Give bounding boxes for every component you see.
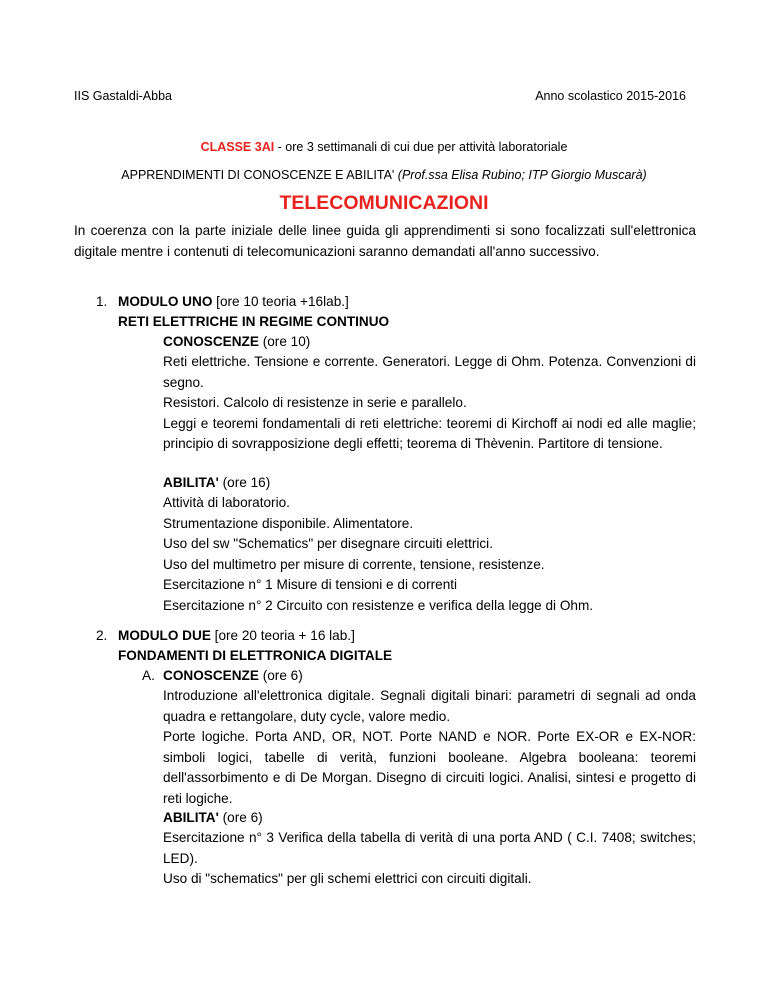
- module-1-name: MODULO UNO: [118, 294, 213, 309]
- module-2-abilita-hours: (ore 6): [218, 810, 263, 825]
- content-line: Uso di "schematics" per gli schemi elettrici con circuiti digitali.: [163, 871, 532, 886]
- content-line: Strumentazione disponibile. Alimentatore.: [163, 515, 414, 531]
- subtitle: [0, 165, 768, 186]
- module-1-conoscenze-heading: [163, 332, 310, 353]
- module-1-heading: [118, 292, 349, 313]
- module-1-number: 1.: [96, 294, 108, 309]
- module-2-hours: [ore 20 teoria + 16 lab.]: [210, 628, 355, 643]
- content-line: Uso del sw "Schematics" per disegnare circuiti elettrici.: [163, 536, 493, 551]
- class-name: CLASSE 3AI: [200, 140, 275, 154]
- module-1-conoscenze-label: CONOSCENZE: [163, 334, 259, 349]
- module-2-name: MODULO DUE: [118, 628, 211, 643]
- module-1-hours: [ore 10 teoria +16lab.]: [212, 294, 349, 309]
- content-line: Introduzione all'elettronica digitale. Segnali digitali binari: parametri di segnali ad onda quadra e rettangolare, duty cycle, valore medio.: [163, 688, 696, 724]
- school-year: Anno scolastico 2015-2016: [535, 89, 686, 103]
- module-2-conoscenze-heading: [163, 666, 303, 687]
- page-title: TELECOMUNICAZIONI: [279, 192, 489, 214]
- module-2-heading: [118, 626, 355, 647]
- intro-paragraph: In coerenza con la parte iniziale delle linee guida gli apprendimenti si sono focalizzati sull'elettronica digitale mentre i contenuti di telecomunicazioni saranno demandati all'anno successivo.: [74, 223, 696, 259]
- module-2-abilita-content: [163, 828, 696, 890]
- module-2-conoscenze-content: [163, 686, 696, 809]
- class-hours: - ore 3 settimanali di cui due per attività laboratoriale: [274, 140, 568, 154]
- module-2-abilita-label: ABILITA': [163, 810, 219, 825]
- content-line: Esercitazione n° 1 Misure di tensioni e di correnti: [163, 577, 458, 592]
- content-line: Esercitazione n° 2 Circuito con resistenze e verifica della legge di Ohm.: [163, 597, 594, 613]
- module-1-abilita-content: [163, 493, 696, 616]
- subtitle-text: APPRENDIMENTI DI CONOSCENZE E ABILITA': [121, 168, 398, 182]
- content-line: Leggi e teoremi fondamentali di reti elettriche: teoremi di Kirchoff ai nodi ed alle maglie; principio di sovrapposizione degli effetti; teorema di Thèvenin. Partitore di tensione.: [163, 415, 696, 451]
- module-1-abilita-heading: [163, 473, 270, 494]
- content-line: Resistori. Calcolo di resistenze in serie e parallelo.: [163, 395, 467, 410]
- module-1-abilita-label: ABILITA': [163, 475, 219, 490]
- module-2-conoscenze-hours: (ore 6): [258, 668, 303, 683]
- class-line: [0, 137, 768, 158]
- content-line: Uso del multimetro per misure di corrente, tensione, resistenze.: [163, 556, 545, 572]
- module-1-topic: RETI ELETTRICHE IN REGIME CONTINUO: [118, 314, 390, 329]
- module-2-abilita-heading: [163, 808, 263, 829]
- module-2-topic: FONDAMENTI DI ELETTRONICA DIGITALE: [118, 648, 393, 663]
- content-line: Porte logiche. Porta AND, OR, NOT. Porte NAND e NOR. Porte EX-OR e EX-NOR: simboli logici, tabelle di verità, funzioni booleane. Algebra booleana: teoremi dell'assorbimento e di De Morgan. Disegno di circuiti logici. Analisi, sintesi e progetto di reti logiche.: [163, 729, 696, 806]
- module-2-number: 2.: [96, 628, 108, 643]
- content-line: Attività di laboratorio.: [163, 495, 290, 510]
- subtitle-teachers: (Prof.ssa Elisa Rubino; ITP Giorgio Muscarà): [397, 168, 647, 182]
- module-2-sub-letter: A.: [142, 668, 155, 683]
- content-line: Esercitazione n° 3 Verifica della tabella di verità di una porta AND ( C.I. 7408; switches; LED).: [163, 830, 696, 866]
- content-line: Reti elettriche. Tensione e corrente. Generatori. Legge di Ohm. Potenza. Convenzioni di segno.: [163, 354, 696, 390]
- module-1-abilita-hours: (ore 16): [218, 475, 271, 490]
- module-1-conoscenze-content: [163, 352, 696, 455]
- module-2-conoscenze-label: CONOSCENZE: [163, 668, 259, 683]
- school-name: IIS Gastaldi-Abba: [74, 89, 172, 103]
- module-1-conoscenze-hours: (ore 10): [258, 334, 311, 349]
